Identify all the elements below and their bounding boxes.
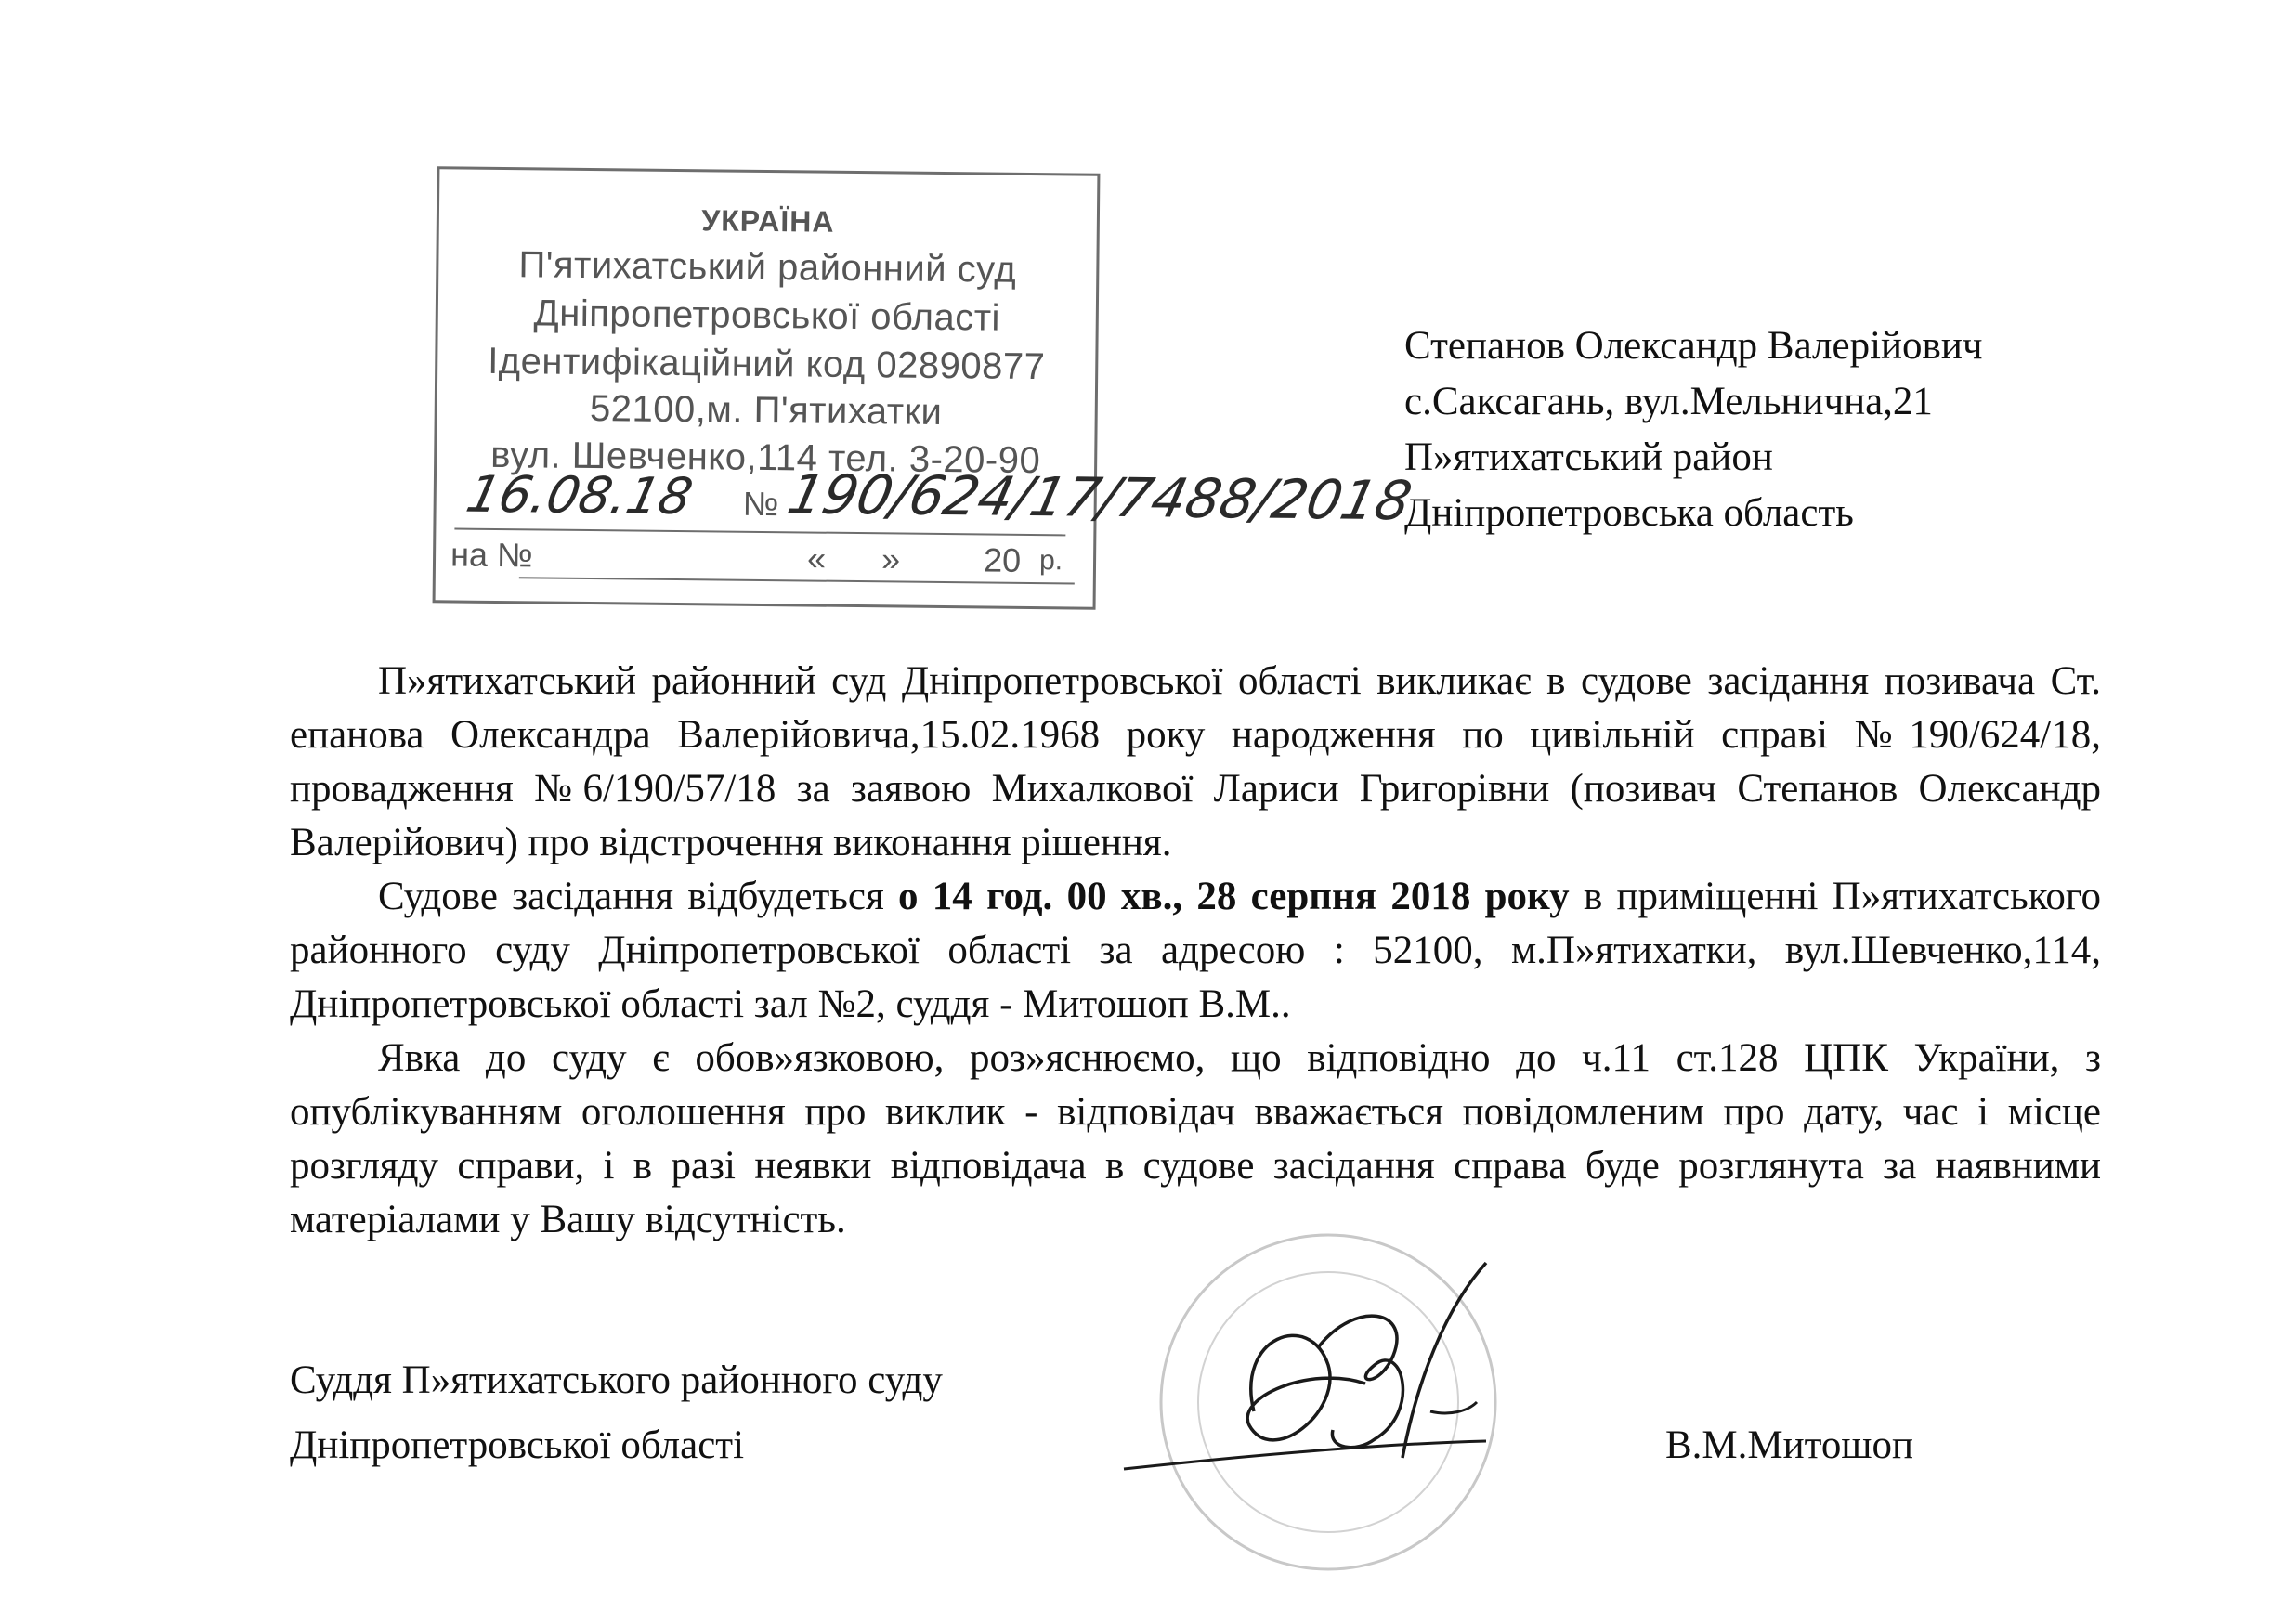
signature-stroke-1 xyxy=(1124,1441,1486,1469)
stamp-na-year: 20 xyxy=(983,540,1022,579)
stamp-region: Дніпропетровської області xyxy=(533,292,1001,339)
judge-title-line-1: Суддя П»ятихатського районного суду xyxy=(290,1358,943,1402)
addressee-district: П»ятихатський район xyxy=(1404,435,1773,479)
judge-title-line-2: Дніпропетровської області xyxy=(290,1423,745,1467)
paragraph-hearing xyxy=(290,870,2101,1032)
judge-title-block xyxy=(290,1348,943,1478)
hearing-datetime: о 14 год. 00 хв., 28 серпня 2018 року xyxy=(898,875,1570,918)
stamp-na-year-suffix: р. xyxy=(1038,545,1063,577)
stamp-na-quote-open: « xyxy=(806,539,827,578)
addressee-village: с.Саксагань, вул.Мельнична,21 xyxy=(1404,380,1933,423)
stamp-court: П'ятихатський районний суд xyxy=(518,244,1017,291)
registration-stamp xyxy=(433,166,1417,609)
signature-stroke-4 xyxy=(1402,1263,1486,1458)
stamp-rule-1 xyxy=(454,527,1065,536)
stamp-postal: 52100,м. П'ятихатки xyxy=(589,388,943,433)
paragraph-attendance: Явка до суду є обов»язковою, роз»яснюємо, що відповідно до ч.11 ст.128 ЦПК України, з опублікуванням оголошення про виклик - відповідач вважається повідомленим про дату, час і місце розгляду справи, і в разі неявки відповідача в судове засідання справа буде розглянута за наявними матеріалами у Вашу відсутність. xyxy=(290,1036,2101,1241)
addressee-region: Дніпропетровська область xyxy=(1404,491,1854,535)
judge-name: В.М.Митошоп xyxy=(1665,1423,1914,1467)
hearing-text-end: в приміщенні П»ятихатського районного суду Дніпропетровської області за адресою : 52100, м.П»ятихатки, вул.Шевченко,114, Дніпропетровської області зал №2, суддя - Митошоп В.М.. xyxy=(290,875,2101,1026)
hearing-text-start: Судове засідання відбудеться xyxy=(378,875,884,918)
stamp-number-handwritten: 190/624/17/7488/2018 xyxy=(782,462,1417,533)
stamp-number-prefix: № xyxy=(742,484,779,524)
round-seal-outer xyxy=(1161,1235,1495,1569)
paragraph-summons: П»ятихатський районний суд Дніпропетровської області викликає в судове засідання позивача Ст. епанова Олександра Валерійовича,15.02.1968 року народження по цивільній справі №190/624/18, провадження №6/190/57/18 за заявою Михалкової Лариси Григорівни (позивач Степанов Олександр Валерійович) про відстрочення виконання рішення. xyxy=(290,659,2101,864)
stamp-na-quote-close: » xyxy=(881,539,901,578)
addressee-name: Степанов Олександр Валерійович xyxy=(1404,324,1983,368)
stamp-id-code: Ідентифікаційний код 02890877 xyxy=(487,340,1046,388)
stamp-street: вул. Шевченко,114 тел. 3-20-90 xyxy=(489,434,1041,482)
stamp-country: УКРАЇНА xyxy=(701,203,835,239)
signature-stroke-2 xyxy=(1247,1335,1365,1440)
round-seal-inner xyxy=(1198,1272,1458,1532)
stamp-na-prefix: на № xyxy=(450,535,533,575)
signature-stroke-5 xyxy=(1430,1402,1477,1413)
signature-seal-drawing xyxy=(1096,1226,1616,1579)
document-body xyxy=(290,655,2101,1247)
stamp-date-handwritten: 16.08.18 xyxy=(461,464,698,526)
addressee-block xyxy=(1404,318,1983,541)
